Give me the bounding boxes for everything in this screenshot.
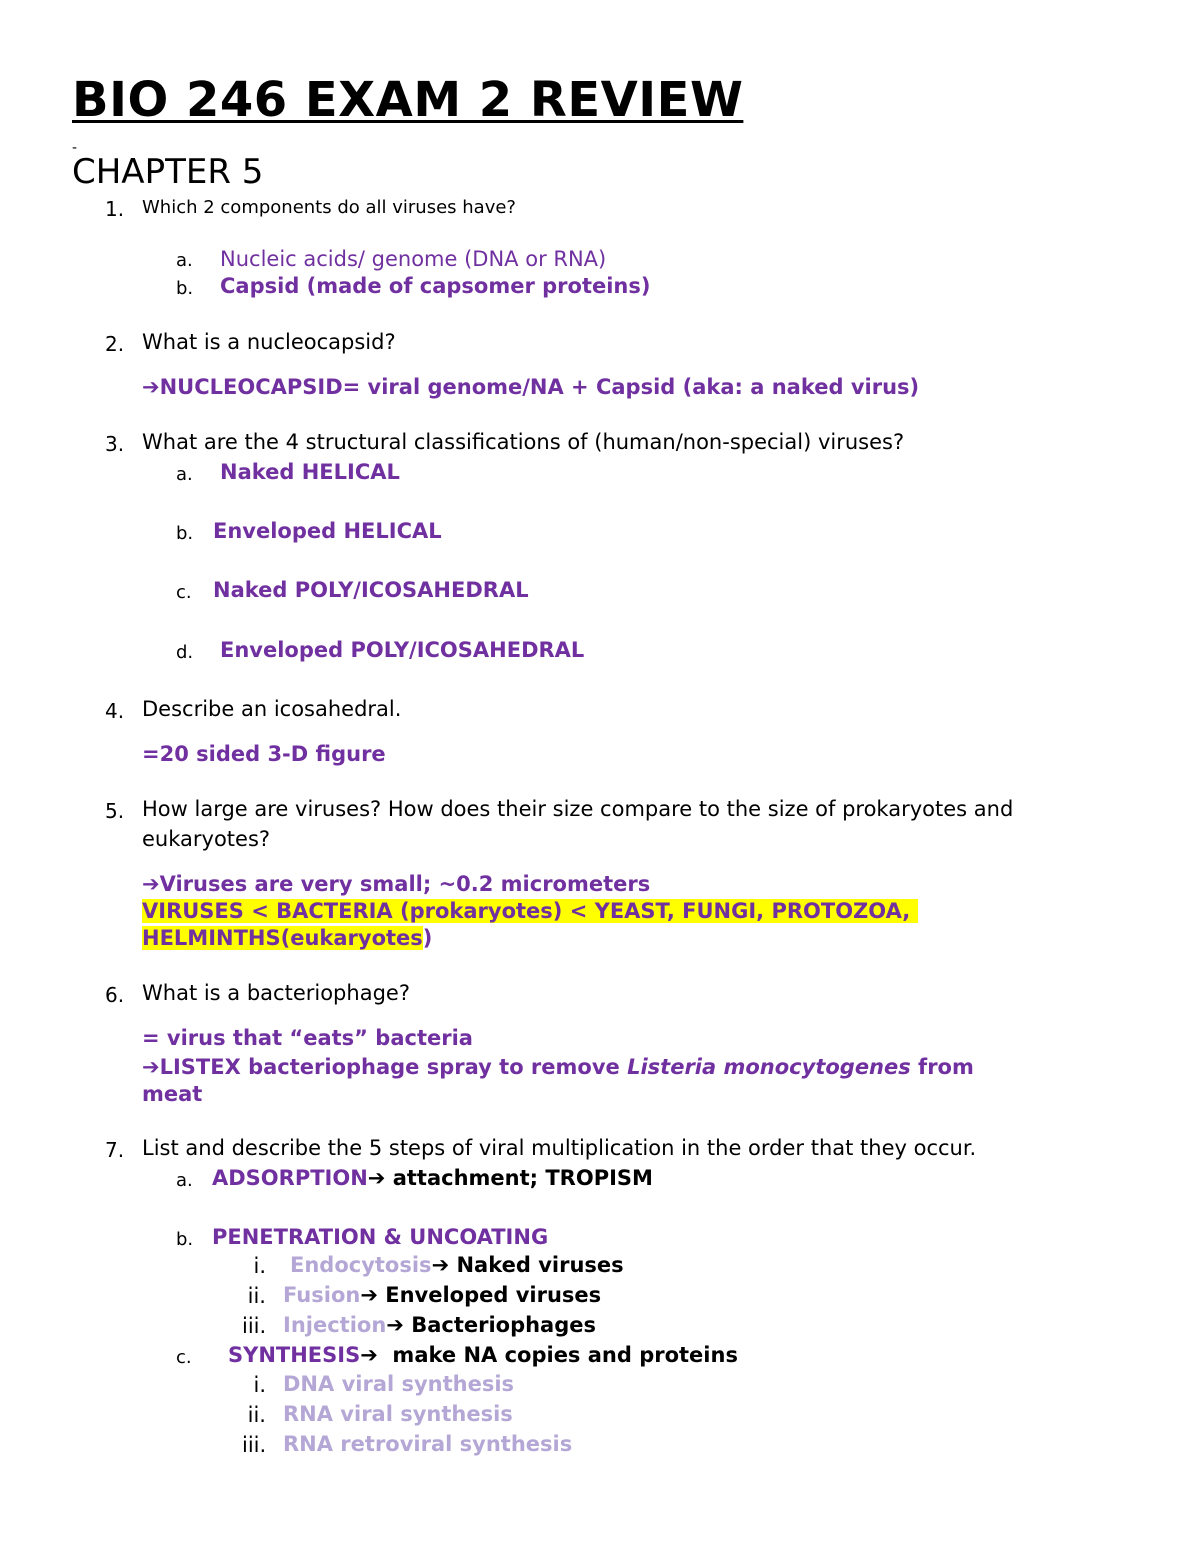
step-description: ➔ attachment; TROPISM — [367, 1166, 653, 1190]
question-7-text: List and describe the 5 steps of viral multiplication in the order that they occur. — [142, 1136, 977, 1160]
roman-marker: ii. — [247, 1403, 266, 1427]
answer-6-line-2 — [142, 1055, 974, 1079]
roman-marker: iii. — [242, 1433, 267, 1457]
question-number: 5. — [105, 799, 125, 823]
species-name: Listeria monocytogenes — [627, 1055, 911, 1079]
sub-term: Injection — [283, 1313, 387, 1337]
question-number: 6. — [105, 983, 125, 1007]
step-c-sub-1: DNA viral synthesis — [283, 1372, 515, 1396]
question-number: 7. — [105, 1138, 125, 1162]
list-marker: a. — [176, 1170, 193, 1191]
step-c-sub-3: RNA retroviral synthesis — [283, 1432, 573, 1456]
question-6-text: What is a bacteriophage? — [142, 981, 410, 1005]
answer-3d: Enveloped POLY/ICOSAHEDRAL — [220, 638, 585, 662]
list-marker: b. — [176, 278, 194, 299]
roman-marker: iii. — [242, 1314, 267, 1338]
list-marker: a. — [176, 250, 193, 271]
document-title: BIO 246 EXAM 2 REVIEW — [72, 72, 744, 128]
question-5-text-line-1: How large are viruses? How does their size compare to the size of prokaryotes and — [142, 797, 1014, 821]
list-marker: c. — [176, 1347, 192, 1368]
answer-1b: Capsid (made of capsomer proteins) — [220, 274, 651, 298]
answer-2: ➔NUCLEOCAPSID= viral genome/NA + Capsid (aka: a naked virus) — [142, 375, 920, 399]
chapter-heading: CHAPTER 5 — [72, 152, 264, 192]
step-b-term: PENETRATION & UNCOATING — [212, 1225, 549, 1249]
question-number: 1. — [105, 197, 125, 221]
step-description: ➔ make NA copies and proteins — [360, 1343, 738, 1367]
answer-6-line-1: = virus that “eats” bacteria — [142, 1026, 473, 1050]
question-1-text: Which 2 components do all viruses have? — [142, 197, 516, 218]
step-term: ADSORPTION — [212, 1166, 368, 1190]
answer-4: =20 sided 3-D figure — [142, 742, 386, 766]
list-marker: b. — [176, 1229, 194, 1250]
step-b-sub-3 — [283, 1313, 596, 1337]
answer-3a: Naked HELICAL — [220, 460, 400, 484]
answer-5-line-3 — [142, 926, 432, 950]
step-c — [228, 1343, 738, 1367]
roman-marker: i. — [253, 1373, 266, 1397]
answer-3c: Naked POLY/ICOSAHEDRAL — [213, 578, 529, 602]
step-b-sub-2 — [283, 1283, 601, 1307]
separator-dash: - — [72, 140, 78, 156]
step-b-sub-1 — [290, 1253, 624, 1277]
sub-description: ➔ Enveloped viruses — [360, 1283, 602, 1307]
sub-term: Fusion — [283, 1283, 361, 1307]
closing-paren: ) — [422, 926, 433, 950]
sub-description: ➔ Bacteriophages — [386, 1313, 597, 1337]
step-term: SYNTHESIS — [228, 1343, 361, 1367]
answer-6-suffix: from — [910, 1055, 974, 1079]
step-a — [212, 1166, 653, 1190]
list-marker: c. — [176, 582, 192, 603]
question-4-text: Describe an icosahedral. — [142, 697, 402, 721]
answer-3b: Enveloped HELICAL — [213, 519, 442, 543]
question-5-text-line-2: eukaryotes? — [142, 827, 271, 851]
answer-6-line-3: meat — [142, 1082, 203, 1106]
question-number: 2. — [105, 332, 125, 356]
list-marker: d. — [176, 642, 194, 663]
question-number: 4. — [105, 699, 125, 723]
sub-description: ➔ Naked viruses — [431, 1253, 624, 1277]
step-c-sub-2: RNA viral synthesis — [283, 1402, 513, 1426]
answer-6-prefix: ➔LISTEX bacteriophage spray to remove — [142, 1055, 628, 1079]
list-marker: a. — [176, 464, 193, 485]
highlighted-text: HELMINTHS(eukaryotes — [142, 926, 423, 950]
question-number: 3. — [105, 432, 125, 456]
answer-1a: Nucleic acids/ genome (DNA or RNA) — [220, 247, 607, 271]
answer-5-line-2-highlighted: VIRUSES < BACTERIA (prokaryotes) < YEAST, FUNGI, PROTOZOA, — [142, 899, 918, 923]
list-marker: b. — [176, 523, 194, 544]
roman-marker: ii. — [247, 1284, 266, 1308]
answer-5-line-1: ➔Viruses are very small; ~0.2 micrometers — [142, 872, 651, 896]
question-2-text: What is a nucleocapsid? — [142, 330, 396, 354]
roman-marker: i. — [253, 1254, 266, 1278]
question-3-text: What are the 4 structural classifications of (human/non-special) viruses? — [142, 430, 905, 454]
sub-term: Endocytosis — [290, 1253, 432, 1277]
